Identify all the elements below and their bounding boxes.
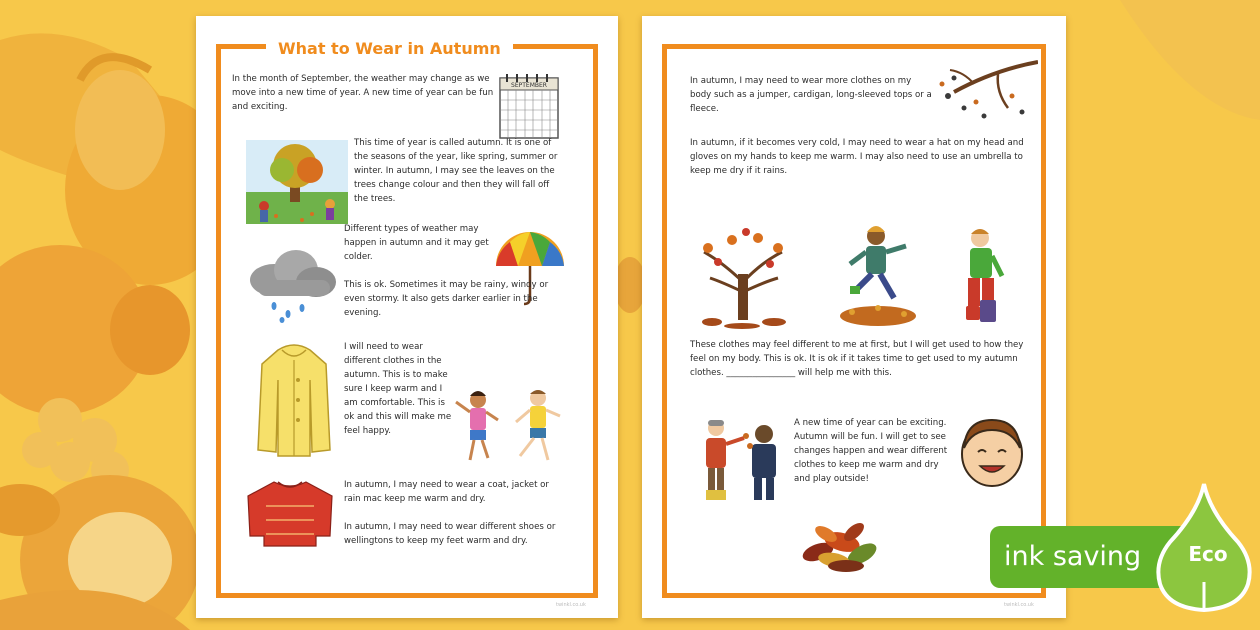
- calendar-header: SEPTEMBER: [511, 82, 547, 89]
- paragraph-weather: Different types of weather may happen in autumn and it may get colder.: [344, 224, 489, 262]
- leaf-pile-icon: [798, 512, 884, 576]
- autumn-tree-icon: [692, 222, 794, 330]
- child-kicking-leaves-icon: [832, 222, 936, 326]
- paragraph-autumn-season: This time of year is called autumn. It is one of the seasons of the year, like spring, summer or winter. In autumn, I may see the leaves on the trees change colour and then they will fall off the trees.: [354, 138, 558, 204]
- children-playing-icon: [450, 386, 570, 466]
- autumn-scene-icon: [246, 140, 348, 224]
- paragraph-hat-gloves: In autumn, if it becomes very cold, I may need to wear a hat on my head and gloves on my hands to keep me warm. I may also need to use an umbrella to keep me dry if it rains.: [690, 138, 1024, 176]
- ink-saving-label: ink saving: [1004, 541, 1142, 572]
- raincoat-icon: [256, 340, 332, 460]
- left-page: [196, 16, 618, 618]
- footer-url: twinkl.co.uk: [1004, 602, 1034, 608]
- title-banner: [266, 36, 513, 62]
- autumn-branch-icon: [934, 52, 1038, 126]
- smiling-face-icon: [958, 414, 1026, 490]
- paragraph-more-clothes: In autumn, I may need to wear more clothes on my body such as a jumper, cardigan, long-sleeved tops or a fleece.: [690, 76, 932, 114]
- calendar-icon: [496, 70, 562, 142]
- rain-cloud-icon: [244, 244, 340, 324]
- paragraph-rainy: This is ok. Sometimes it may be rainy, windy or even stormy. It also gets darker earlier in the evening.: [344, 280, 549, 318]
- paragraph-coat: In autumn, I may need to wear a coat, jacket or rain mac keep me warm and dry.: [344, 480, 549, 504]
- paragraph-get-used: These clothes may feel different to me at first, but I will get used to how they feel on my body. This is ok. It is ok if it takes time to get used to my autumn clothes. ________________ will help me with this.: [690, 340, 1024, 378]
- jumper-icon: [244, 476, 336, 548]
- paragraph-new-time: A new time of year can be exciting. Autumn will be fun. I will get to see changes happen and wear different clothes to keep me warm and dry and play outside!: [794, 418, 948, 484]
- paragraph-september: In the month of September, the weather may change as we move into a new time of year. A new time of year can be fun and exciting.: [232, 74, 494, 112]
- children-with-leaves-icon: [690, 416, 794, 508]
- eco-label: Eco: [1188, 542, 1228, 566]
- footer-url: twinkl.co.uk: [556, 602, 586, 608]
- paragraph-clothes: I will need to wear different clothes in the autumn. This is to make sure I keep warm and I am comfortable. This is ok and this will make me feel happy.: [344, 342, 452, 436]
- paragraph-shoes: In autumn, I may need to wear different shoes or wellingtons to keep my feet warm and dry.: [344, 522, 556, 546]
- page-title: What to Wear in Autumn: [278, 39, 501, 58]
- child-wellies-icon: [948, 226, 1016, 326]
